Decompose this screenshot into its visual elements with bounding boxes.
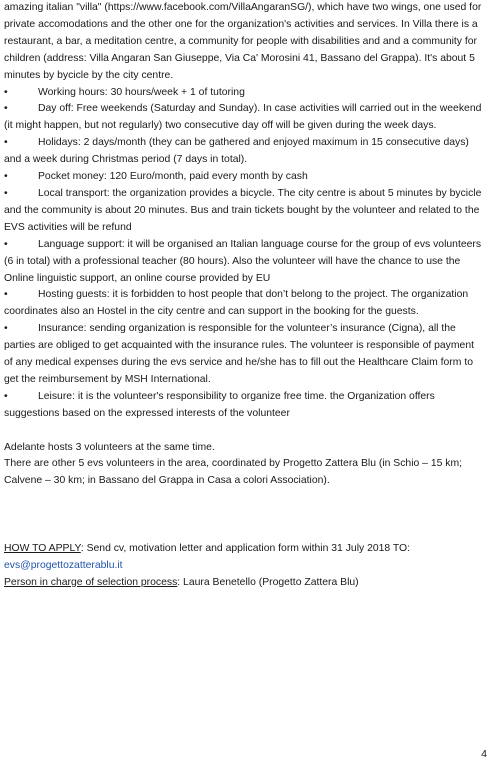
list-item-text: Day off: Free weekends (Saturday and Sunday). In case activities will carried out in the weekend (it might happen, but not regularly) two consecutive day off will be given during the week days.	[4, 103, 482, 132]
bullet-icon: •	[4, 390, 8, 402]
list-item	[4, 321, 484, 389]
list-item-text: Hosting guests: it is forbidden to host people that don’t belong to the project. The organization coordinates also an Hostel in the city centre and can support in the booking for the guests.	[4, 289, 469, 318]
page-number: 4	[481, 748, 487, 760]
list-item-text: Leisure: it is the volunteer's responsibility to organize free time. the Organization offers suggestions based on the expressed interests of the volunteer	[4, 390, 435, 419]
bullet-icon: •	[4, 187, 8, 199]
email-line	[4, 558, 484, 575]
list-item	[4, 237, 484, 288]
other-volunteers-paragraph: There are other 5 evs volunteers in the area, coordinated by Progetto Zattera Blu (in Schio – 15 km; Calvene – 30 km; in Bassano del Grappa in Casa a colori Association).	[4, 458, 463, 487]
list-item	[4, 389, 484, 423]
email-link[interactable]: evs@progettozatterablu.it	[4, 559, 123, 571]
person-in-charge-label: Person in charge of selection process	[4, 576, 178, 588]
person-in-charge	[4, 575, 484, 592]
list-item	[4, 101, 484, 135]
list-item-text: Working hours: 30 hours/week + 1 of tutoring	[38, 86, 245, 98]
bullet-icon: •	[4, 238, 8, 250]
list-item	[4, 169, 484, 186]
list-item	[4, 287, 484, 321]
intro-paragraph: amazing italian "villa" (https://www.facebook.com/VillaAngaranSG/), which have two wings, one used for private accomodations and the other one for the organization's activities and services. In Villa there is a restaurant, a bar, a meditation centre, a community for people with disabilities and and a community for children (address: Villa Angaran San Giuseppe, Via Ca' Morosini 41, Bassano del Grappa). It's about 5 minutes by bycicle by the city centre.	[4, 2, 482, 81]
list-item-text: Holidays: 2 days/month (they can be gathered and enjoyed maximum in 15 consecutive days) and a week during Christmas period (7 days in total).	[4, 137, 469, 166]
document-page	[4, 0, 484, 592]
list-item-text: Pocket money: 120 Euro/month, paid every month by cash	[38, 171, 308, 183]
list-item	[4, 85, 484, 102]
bullet-icon: •	[4, 171, 8, 183]
bullet-icon: •	[4, 323, 8, 335]
list-item	[4, 186, 484, 237]
bullet-icon: •	[4, 86, 8, 98]
person-in-charge-text: : Laura Benetello (Progetto Zattera Blu)	[177, 576, 359, 588]
spacer	[4, 490, 484, 507]
spacer	[4, 423, 484, 440]
how-to-apply	[4, 541, 484, 558]
spacer	[4, 524, 484, 541]
conditions-list	[4, 85, 484, 423]
hosts-paragraph: Adelante hosts 3 volunteers at the same time.	[4, 441, 215, 453]
how-to-apply-text: : Send cv, motivation letter and application form within 31 July 2018 TO:	[80, 542, 411, 554]
spacer	[4, 507, 484, 524]
bullet-icon: •	[4, 289, 8, 301]
list-item-text: Language support: it will be organised an Italian language course for the group of evs volunteers (6 in total) with a professional teacher (80 hours). Also the volunteer will have the chance to use the Online linguistic support, an online course provided by EU	[4, 238, 482, 284]
list-item	[4, 135, 484, 169]
bullet-icon: •	[4, 137, 8, 149]
list-item-text: Local transport: the organization provides a bicycle. The city centre is about 5 minutes by bycicle and the community is about 20 minutes. Bus and train tickets bought by the volunteer and related to the EVS activities will be refund	[4, 187, 482, 233]
bullet-icon: •	[4, 103, 8, 115]
how-to-apply-label: HOW TO APPLY	[4, 542, 81, 554]
list-item-text: Insurance: sending organization is responsible for the volunteer’s insurance (Cigna), all the parties are obliged to get acquainted with the insurance rules. The volunteer is responsible of payment of any medical expenses during the evs service and he/she has to fill out the Healthcare Claim form to get the reimbursement by MSH International.	[4, 323, 474, 385]
